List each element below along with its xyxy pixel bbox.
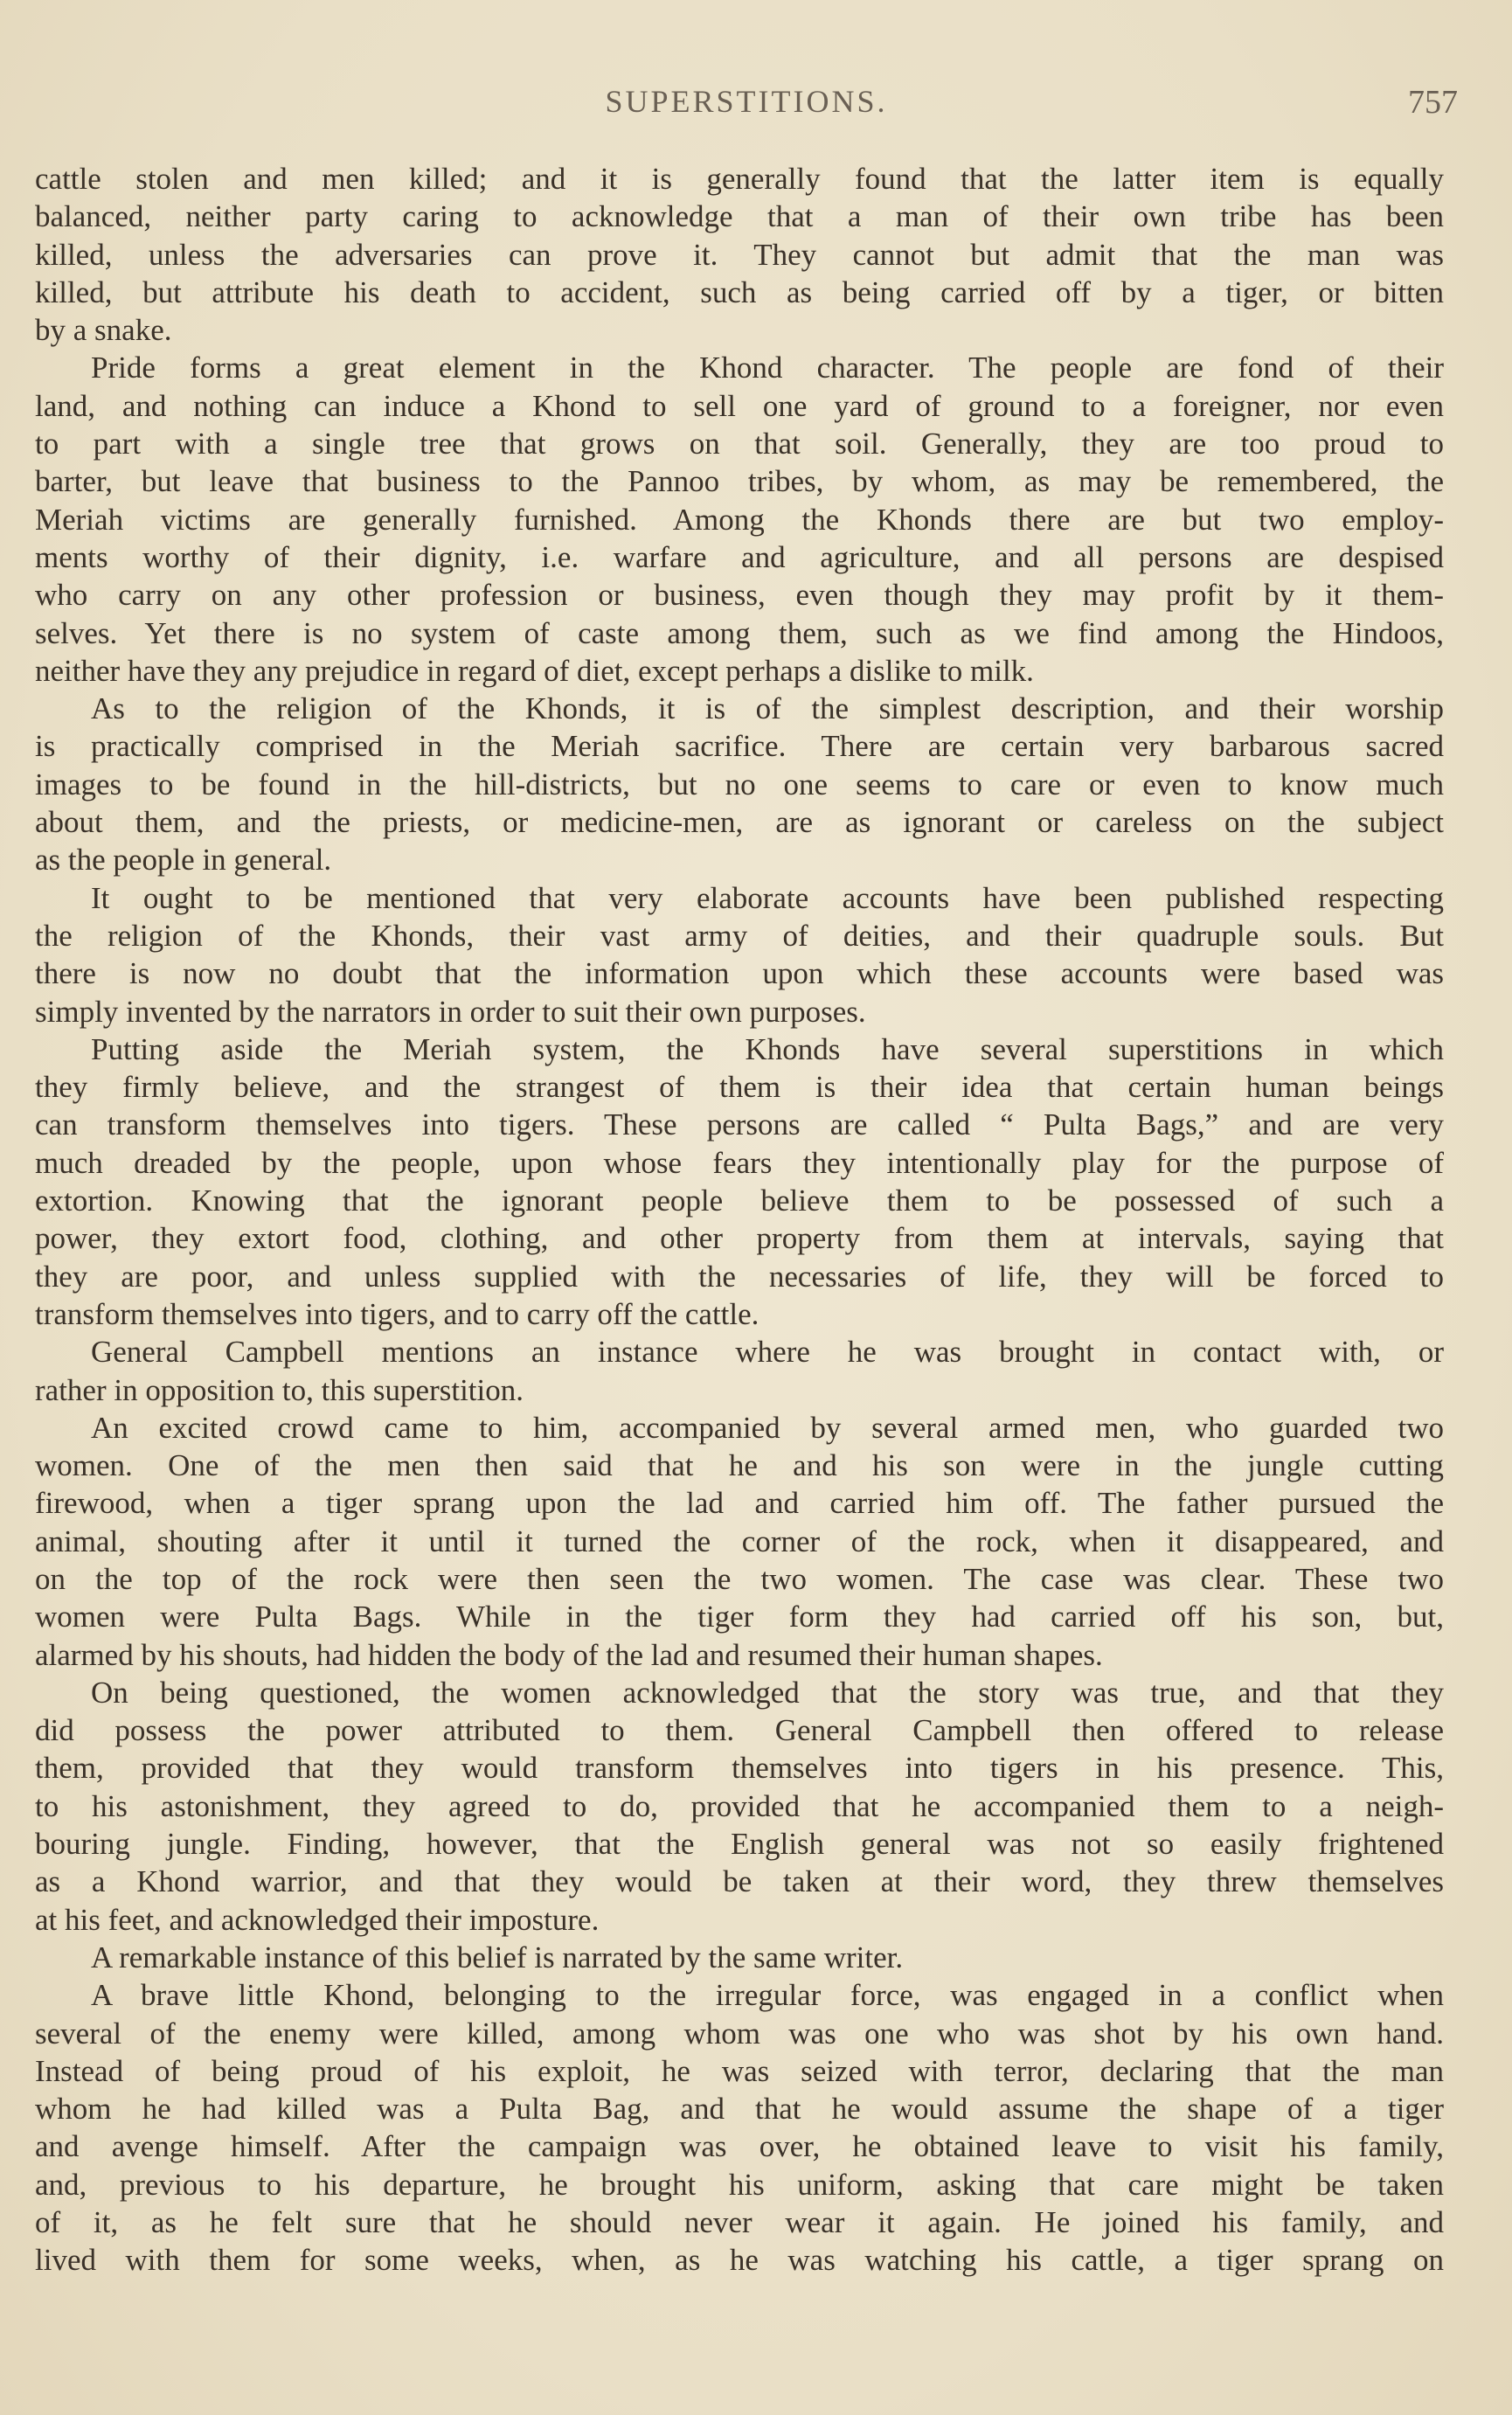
text-line: they firmly believe, and the strangest of them is their idea that certain human beings bbox=[35, 1070, 1444, 1105]
text-line: they are poor, and unless supplied with the necessaries of life, they will be forced to bbox=[35, 1259, 1444, 1294]
text-line: Pride forms a great element in the Khond character. The people are fond of their bbox=[91, 350, 1444, 385]
text-line: It ought to be mentioned that very elaborate accounts have been published respecting bbox=[91, 880, 1444, 915]
text-line: as the people in general. bbox=[35, 843, 332, 878]
text-line: whom he had killed was a Pulta Bag, and that he would assume the shape of a tiger bbox=[35, 2092, 1444, 2127]
text-line: to his astonishment, they agreed to do, provided that he accompanied them to a neigh- bbox=[35, 1788, 1444, 1823]
running-title: SUPERSTITIONS. bbox=[605, 84, 888, 119]
text-line: ments worthy of their dignity, i.e. warfare and agriculture, and all persons are despised bbox=[35, 539, 1444, 574]
text-line: rather in opposition to, this superstition. bbox=[35, 1372, 524, 1407]
text-line: and avenge himself. After the campaign was over, he obtained leave to visit his family, bbox=[35, 2129, 1444, 2164]
text-line: at his feet, and acknowledged their imposture. bbox=[35, 1902, 600, 1937]
text-line: extortion. Knowing that the ignorant people believe them to be possessed of such a bbox=[35, 1183, 1444, 1218]
text-line: General Campbell mentions an instance where he was brought in contact with, or bbox=[91, 1335, 1444, 1370]
text-line: women were Pulta Bags. While in the tiger form they had carried off his son, but, bbox=[35, 1600, 1444, 1634]
text-line: on the top of the rock were then seen the two women. The case was clear. These two bbox=[35, 1561, 1444, 1596]
text-line: to part with a single tree that grows on that soil. Generally, they are too proud to bbox=[35, 427, 1444, 461]
text-line: cattle stolen and men killed; and it is generally found that the latter item is equally bbox=[35, 162, 1444, 196]
text-line: neither have they any prejudice in regard of diet, except perhaps a dislike to milk. bbox=[35, 653, 1034, 688]
text-line: simply invented by the narrators in order to suit their own purposes. bbox=[35, 994, 866, 1029]
text-line: and, previous to his departure, he brought his uniform, asking that care might be taken bbox=[35, 2167, 1444, 2202]
text-line: of it, as he felt sure that he should never wear it again. He joined his family, and bbox=[35, 2205, 1444, 2240]
text-line: about them, and the priests, or medicine-men, are as ignorant or careless on the subject bbox=[35, 805, 1444, 840]
text-line: land, and nothing can induce a Khond to sell one yard of ground to a foreigner, nor even bbox=[35, 388, 1444, 423]
body-text bbox=[35, 160, 1444, 2280]
text-line: Putting aside the Meriah system, the Khonds have several superstitions in which bbox=[91, 1031, 1444, 1066]
text-line: As to the religion of the Khonds, it is of the simplest description, and their worship bbox=[91, 691, 1444, 726]
text-line: did possess the power attributed to them. General Campbell then offered to release bbox=[35, 1713, 1444, 1748]
text-line: killed, unless the adversaries can prove it. They cannot but admit that the man was bbox=[35, 237, 1444, 272]
text-line: lived with them for some weeks, when, as he was watching his cattle, a tiger sprang on bbox=[35, 2243, 1444, 2278]
text-line: several of the enemy were killed, among whom was one who was shot by his own hand. bbox=[35, 2016, 1444, 2051]
text-line: Meriah victims are generally furnished. Among the Khonds there are but two employ- bbox=[35, 502, 1444, 537]
text-line: On being questioned, the women acknowledged that the story was true, and that they bbox=[91, 1675, 1444, 1710]
text-line: there is now no doubt that the information upon which these accounts were based was bbox=[35, 956, 1444, 991]
text-line: An excited crowd came to him, accompanied by several armed men, who guarded two bbox=[91, 1410, 1444, 1445]
text-line: animal, shouting after it until it turned the corner of the rock, when it disappeared, and bbox=[35, 1523, 1444, 1558]
running-head bbox=[35, 83, 1458, 135]
text-line: barter, but leave that business to the Pannoo tribes, by whom, as may be remembered, the bbox=[35, 464, 1444, 499]
text-line: selves. Yet there is no system of caste among them, such as we find among the Hindoos, bbox=[35, 615, 1444, 650]
text-line: them, provided that they would transform themselves into tigers in his presence. This, bbox=[35, 1751, 1444, 1786]
text-line: power, they extort food, clothing, and other property from them at intervals, saying that bbox=[35, 1221, 1444, 1256]
text-line: firewood, when a tiger sprang upon the lad and carried him off. The father pursued the bbox=[35, 1486, 1444, 1521]
text-line: A remarkable instance of this belief is narrated by the same writer. bbox=[91, 1940, 904, 1974]
text-line: by a snake. bbox=[35, 313, 172, 348]
text-line: images to be found in the hill-districts, but no one seems to care or even to know much bbox=[35, 767, 1444, 802]
text-line: is practically comprised in the Meriah sacrifice. There are certain very barbarous sacred bbox=[35, 729, 1444, 764]
text-line: women. One of the men then said that he and his son were in the jungle cutting bbox=[35, 1448, 1444, 1483]
text-line: can transform themselves into tigers. These persons are called “ Pulta Bags,” and are very bbox=[35, 1107, 1444, 1142]
text-line: killed, but attribute his death to accident, such as being carried off by a tiger, or bitten bbox=[35, 274, 1444, 309]
page-number: 757 bbox=[1408, 84, 1458, 121]
text-line: A brave little Khond, belonging to the irregular force, was engaged in a conflict when bbox=[91, 1978, 1444, 2013]
text-line: alarmed by his shouts, had hidden the body of the lad and resumed their human shapes. bbox=[35, 1637, 1103, 1672]
text-line: as a Khond warrior, and that they would be taken at their word, they threw themselves bbox=[35, 1864, 1444, 1899]
text-line: Instead of being proud of his exploit, he was seized with terror, declaring that the man bbox=[35, 2053, 1444, 2088]
text-line: balanced, neither party caring to acknowledge that a man of their own tribe has been bbox=[35, 199, 1444, 234]
text-line: transform themselves into tigers, and to carry off the cattle. bbox=[35, 1296, 759, 1331]
text-line: bouring jungle. Finding, however, that the English general was not so easily frightened bbox=[35, 1827, 1444, 1862]
text-line: who carry on any other profession or business, even though they may profit by it them- bbox=[35, 578, 1444, 613]
text-line: much dreaded by the people, upon whose fears they intentionally play for the purpose of bbox=[35, 1145, 1444, 1180]
text-line: the religion of the Khonds, their vast army of deities, and their quadruple souls. But bbox=[35, 918, 1444, 953]
